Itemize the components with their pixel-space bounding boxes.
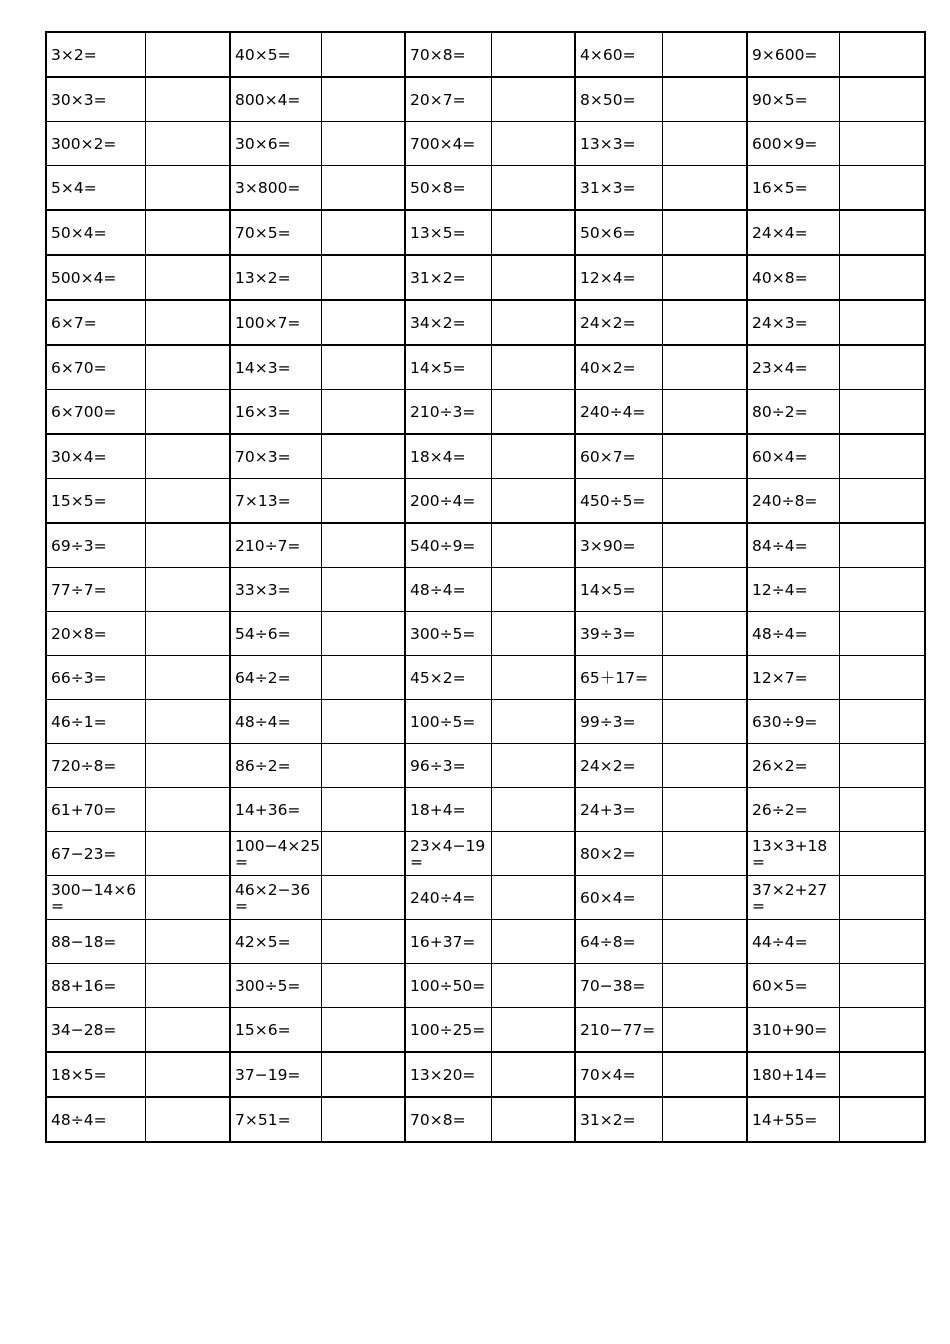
answer-cell[interactable] — [839, 568, 925, 612]
problem-cell: 630÷9= — [747, 700, 839, 744]
problem-cell: 13×3= — [575, 122, 662, 166]
answer-cell[interactable] — [491, 255, 575, 300]
problem-cell: 24×2= — [575, 744, 662, 788]
problem-cell: 16×3= — [230, 390, 321, 435]
problem-cell: 14+55= — [747, 1097, 839, 1142]
answer-cell[interactable] — [662, 166, 747, 211]
answer-cell[interactable] — [662, 1008, 747, 1053]
problem-cell: 70×4= — [575, 1052, 662, 1097]
problem-cell: 64÷2= — [230, 656, 321, 700]
answer-cell[interactable] — [662, 1052, 747, 1097]
problem-cell: 45×2= — [405, 656, 491, 700]
answer-cell[interactable] — [662, 77, 747, 122]
problem-cell: 24×2= — [575, 300, 662, 345]
answer-cell[interactable] — [839, 744, 925, 788]
problem-cell: 50×8= — [405, 166, 491, 211]
answer-cell[interactable] — [839, 1008, 925, 1053]
answer-cell[interactable] — [839, 300, 925, 345]
answer-cell[interactable] — [145, 568, 230, 612]
answer-cell[interactable] — [145, 122, 230, 166]
answer-cell[interactable] — [491, 345, 575, 390]
problem-cell: 100÷25= — [405, 1008, 491, 1053]
worksheet-row — [46, 479, 925, 524]
answer-cell[interactable] — [491, 1052, 575, 1097]
answer-cell[interactable] — [491, 479, 575, 524]
worksheet-row — [46, 255, 925, 300]
answer-cell[interactable] — [491, 434, 575, 479]
problem-cell: 70×5= — [230, 210, 321, 255]
answer-cell[interactable] — [491, 390, 575, 435]
problem-cell: 18×4= — [405, 434, 491, 479]
worksheet-row — [46, 876, 925, 920]
problem-cell: 24+3= — [575, 788, 662, 832]
problem-cell: 39÷3= — [575, 612, 662, 656]
problem-cell: 20×8= — [46, 612, 145, 656]
worksheet-row — [46, 210, 925, 255]
problem-cell: 20×7= — [405, 77, 491, 122]
worksheet-row — [46, 1052, 925, 1097]
answer-cell[interactable] — [839, 876, 925, 920]
answer-cell[interactable] — [839, 656, 925, 700]
problem-cell: 14×5= — [575, 568, 662, 612]
problem-cell: 88−18= — [46, 920, 145, 964]
answer-cell[interactable] — [662, 479, 747, 524]
problem-cell: 80÷2= — [747, 390, 839, 435]
answer-cell[interactable] — [321, 345, 405, 390]
answer-cell[interactable] — [839, 612, 925, 656]
problem-cell: 50×4= — [46, 210, 145, 255]
worksheet-row — [46, 700, 925, 744]
problem-cell: 12÷4= — [747, 568, 839, 612]
problem-cell: 26×2= — [747, 744, 839, 788]
worksheet-row — [46, 832, 925, 876]
problem-cell: 14×5= — [405, 345, 491, 390]
answer-cell[interactable] — [321, 390, 405, 435]
problem-cell: 90×5= — [747, 77, 839, 122]
problem-cell: 70×3= — [230, 434, 321, 479]
problem-cell: 37−19= — [230, 1052, 321, 1097]
problem-cell: 54÷6= — [230, 612, 321, 656]
problem-cell: 88+16= — [46, 964, 145, 1008]
problem-cell: 6×700= — [46, 390, 145, 435]
problem-cell: 34×2= — [405, 300, 491, 345]
answer-cell[interactable] — [321, 1052, 405, 1097]
answer-cell[interactable] — [145, 1008, 230, 1053]
answer-cell[interactable] — [491, 568, 575, 612]
answer-cell[interactable] — [662, 434, 747, 479]
answer-cell[interactable] — [145, 32, 230, 77]
problem-cell: 100−4×25= — [230, 832, 321, 876]
problem-cell: 3×2= — [46, 32, 145, 77]
problem-cell: 15×5= — [46, 479, 145, 524]
answer-cell[interactable] — [662, 876, 747, 920]
problem-cell: 15×6= — [230, 1008, 321, 1053]
problem-cell: 310+90= — [747, 1008, 839, 1053]
worksheet-row — [46, 964, 925, 1008]
answer-cell[interactable] — [662, 300, 747, 345]
problem-cell: 18+4= — [405, 788, 491, 832]
problem-cell: 300×2= — [46, 122, 145, 166]
answer-cell[interactable] — [662, 1097, 747, 1142]
answer-cell[interactable] — [145, 210, 230, 255]
answer-cell[interactable] — [839, 210, 925, 255]
problem-cell: 48÷4= — [230, 700, 321, 744]
answer-cell[interactable] — [145, 744, 230, 788]
problem-cell: 70×8= — [405, 32, 491, 77]
problem-cell: 540÷9= — [405, 523, 491, 568]
problem-cell: 60×4= — [747, 434, 839, 479]
answer-cell[interactable] — [491, 122, 575, 166]
problem-cell: 7×51= — [230, 1097, 321, 1142]
worksheet-row — [46, 1008, 925, 1053]
worksheet-row — [46, 744, 925, 788]
problem-cell: 48÷4= — [405, 568, 491, 612]
problem-cell: 42×5= — [230, 920, 321, 964]
problem-cell: 23×4= — [747, 345, 839, 390]
answer-cell[interactable] — [145, 832, 230, 876]
answer-cell[interactable] — [839, 434, 925, 479]
problem-cell: 210−77= — [575, 1008, 662, 1053]
problem-cell: 100×7= — [230, 300, 321, 345]
answer-cell[interactable] — [321, 964, 405, 1008]
problem-cell: 12×7= — [747, 656, 839, 700]
problem-cell: 240÷4= — [575, 390, 662, 435]
answer-cell[interactable] — [145, 876, 230, 920]
answer-cell[interactable] — [321, 479, 405, 524]
answer-cell[interactable] — [662, 964, 747, 1008]
answer-cell[interactable] — [145, 700, 230, 744]
problem-cell: 240÷4= — [405, 876, 491, 920]
problem-cell: 3×90= — [575, 523, 662, 568]
answer-cell[interactable] — [145, 656, 230, 700]
answer-cell[interactable] — [662, 788, 747, 832]
answer-cell[interactable] — [145, 166, 230, 211]
problem-cell: 31×2= — [405, 255, 491, 300]
answer-cell[interactable] — [491, 788, 575, 832]
answer-cell[interactable] — [491, 77, 575, 122]
answer-cell[interactable] — [662, 568, 747, 612]
answer-cell[interactable] — [145, 1097, 230, 1142]
answer-cell[interactable] — [662, 390, 747, 435]
problem-cell: 700×4= — [405, 122, 491, 166]
answer-cell[interactable] — [321, 700, 405, 744]
answer-cell[interactable] — [662, 32, 747, 77]
problem-cell: 210÷3= — [405, 390, 491, 435]
answer-cell[interactable] — [839, 920, 925, 964]
problem-cell: 9×600= — [747, 32, 839, 77]
problem-cell: 34−28= — [46, 1008, 145, 1053]
answer-cell[interactable] — [491, 32, 575, 77]
answer-cell[interactable] — [145, 523, 230, 568]
worksheet-row — [46, 434, 925, 479]
answer-cell[interactable] — [145, 255, 230, 300]
answer-cell[interactable] — [491, 210, 575, 255]
problem-cell: 8×50= — [575, 77, 662, 122]
problem-cell: 40×5= — [230, 32, 321, 77]
answer-cell[interactable] — [491, 656, 575, 700]
answer-cell[interactable] — [662, 255, 747, 300]
problem-cell: 450÷5= — [575, 479, 662, 524]
problem-cell: 60×7= — [575, 434, 662, 479]
problem-cell: 26÷2= — [747, 788, 839, 832]
answer-cell[interactable] — [321, 77, 405, 122]
worksheet-row — [46, 166, 925, 211]
answer-cell[interactable] — [491, 964, 575, 1008]
problem-cell: 96÷3= — [405, 744, 491, 788]
answer-cell[interactable] — [491, 523, 575, 568]
answer-cell[interactable] — [491, 1097, 575, 1142]
answer-cell[interactable] — [321, 832, 405, 876]
problem-cell: 12×4= — [575, 255, 662, 300]
problem-cell: 300−14×6= — [46, 876, 145, 920]
problem-cell: 31×3= — [575, 166, 662, 211]
problem-cell: 48÷4= — [46, 1097, 145, 1142]
answer-cell[interactable] — [662, 744, 747, 788]
worksheet-body — [46, 32, 925, 1142]
worksheet-row — [46, 523, 925, 568]
problem-cell: 14×3= — [230, 345, 321, 390]
answer-cell[interactable] — [662, 832, 747, 876]
problem-cell: 300÷5= — [405, 612, 491, 656]
answer-cell[interactable] — [839, 166, 925, 211]
arithmetic-worksheet-table — [45, 31, 926, 1143]
problem-cell: 300÷5= — [230, 964, 321, 1008]
problem-cell: 13×5= — [405, 210, 491, 255]
answer-cell[interactable] — [662, 210, 747, 255]
problem-cell: 64÷8= — [575, 920, 662, 964]
answer-cell[interactable] — [321, 434, 405, 479]
problem-cell: 70−38= — [575, 964, 662, 1008]
problem-cell: 3×800= — [230, 166, 321, 211]
problem-cell: 80×2= — [575, 832, 662, 876]
answer-cell[interactable] — [839, 345, 925, 390]
answer-cell[interactable] — [662, 523, 747, 568]
problem-cell: 30×4= — [46, 434, 145, 479]
answer-cell[interactable] — [839, 832, 925, 876]
problem-cell: 99÷3= — [575, 700, 662, 744]
answer-cell[interactable] — [145, 434, 230, 479]
answer-cell[interactable] — [321, 656, 405, 700]
answer-cell[interactable] — [662, 700, 747, 744]
answer-cell[interactable] — [491, 876, 575, 920]
problem-cell: 66÷3= — [46, 656, 145, 700]
answer-cell[interactable] — [491, 700, 575, 744]
problem-cell: 44÷4= — [747, 920, 839, 964]
problem-cell: 24×4= — [747, 210, 839, 255]
answer-cell[interactable] — [839, 1097, 925, 1142]
answer-cell[interactable] — [145, 345, 230, 390]
worksheet-row — [46, 345, 925, 390]
problem-cell: 100÷50= — [405, 964, 491, 1008]
answer-cell[interactable] — [662, 345, 747, 390]
answer-cell[interactable] — [491, 832, 575, 876]
problem-cell: 500×4= — [46, 255, 145, 300]
answer-cell[interactable] — [145, 788, 230, 832]
problem-cell: 180+14= — [747, 1052, 839, 1097]
problem-cell: 60×4= — [575, 876, 662, 920]
worksheet-row — [46, 612, 925, 656]
worksheet-row — [46, 300, 925, 345]
answer-cell[interactable] — [145, 920, 230, 964]
problem-cell: 67−23= — [46, 832, 145, 876]
answer-cell[interactable] — [145, 77, 230, 122]
problem-cell: 40×2= — [575, 345, 662, 390]
problem-cell: 50×6= — [575, 210, 662, 255]
answer-cell[interactable] — [491, 612, 575, 656]
answer-cell[interactable] — [321, 523, 405, 568]
answer-cell[interactable] — [321, 255, 405, 300]
answer-cell[interactable] — [839, 255, 925, 300]
answer-cell[interactable] — [491, 300, 575, 345]
answer-cell[interactable] — [321, 122, 405, 166]
problem-cell: 31×2= — [575, 1097, 662, 1142]
problem-cell: 23×4−19= — [405, 832, 491, 876]
problem-cell: 61+70= — [46, 788, 145, 832]
answer-cell[interactable] — [321, 788, 405, 832]
worksheet-row — [46, 920, 925, 964]
answer-cell[interactable] — [321, 1008, 405, 1053]
answer-cell[interactable] — [491, 920, 575, 964]
problem-cell: 720÷8= — [46, 744, 145, 788]
answer-cell[interactable] — [321, 1097, 405, 1142]
problem-cell: 200÷4= — [405, 479, 491, 524]
problem-cell: 13×2= — [230, 255, 321, 300]
answer-cell[interactable] — [145, 479, 230, 524]
answer-cell[interactable] — [839, 122, 925, 166]
answer-cell[interactable] — [321, 920, 405, 964]
problem-cell: 100÷5= — [405, 700, 491, 744]
answer-cell[interactable] — [839, 964, 925, 1008]
answer-cell[interactable] — [662, 920, 747, 964]
answer-cell[interactable] — [321, 744, 405, 788]
worksheet-row — [46, 656, 925, 700]
answer-cell[interactable] — [839, 523, 925, 568]
answer-cell[interactable] — [662, 656, 747, 700]
problem-cell: 46×2−36= — [230, 876, 321, 920]
worksheet-row — [46, 1097, 925, 1142]
problem-cell: 77÷7= — [46, 568, 145, 612]
problem-cell: 16×5= — [747, 166, 839, 211]
worksheet-row — [46, 788, 925, 832]
problem-cell: 46÷1= — [46, 700, 145, 744]
problem-cell: 7×13= — [230, 479, 321, 524]
problem-cell: 16+37= — [405, 920, 491, 964]
answer-cell[interactable] — [145, 300, 230, 345]
problem-cell: 6×7= — [46, 300, 145, 345]
answer-cell[interactable] — [321, 300, 405, 345]
answer-cell[interactable] — [839, 77, 925, 122]
answer-cell[interactable] — [321, 612, 405, 656]
problem-cell: 33×3= — [230, 568, 321, 612]
problem-cell: 14+36= — [230, 788, 321, 832]
problem-cell: 240÷8= — [747, 479, 839, 524]
problem-cell: 6×70= — [46, 345, 145, 390]
worksheet-row — [46, 32, 925, 77]
problem-cell: 48÷4= — [747, 612, 839, 656]
answer-cell[interactable] — [321, 166, 405, 211]
problem-cell: 30×3= — [46, 77, 145, 122]
problem-cell: 69÷3= — [46, 523, 145, 568]
answer-cell[interactable] — [839, 479, 925, 524]
problem-cell: 210÷7= — [230, 523, 321, 568]
problem-cell: 13×20= — [405, 1052, 491, 1097]
problem-cell: 800×4= — [230, 77, 321, 122]
worksheet-row — [46, 390, 925, 435]
answer-cell[interactable] — [839, 32, 925, 77]
worksheet-row — [46, 122, 925, 166]
answer-cell[interactable] — [321, 210, 405, 255]
problem-cell: 86÷2= — [230, 744, 321, 788]
answer-cell[interactable] — [839, 1052, 925, 1097]
problem-cell: 40×8= — [747, 255, 839, 300]
problem-cell: 24×3= — [747, 300, 839, 345]
problem-cell: 60×5= — [747, 964, 839, 1008]
answer-cell[interactable] — [662, 612, 747, 656]
problem-cell: 13×3+18= — [747, 832, 839, 876]
problem-cell: 18×5= — [46, 1052, 145, 1097]
answer-cell[interactable] — [839, 700, 925, 744]
worksheet-row — [46, 77, 925, 122]
answer-cell[interactable] — [839, 390, 925, 435]
problem-cell: 5×4= — [46, 166, 145, 211]
answer-cell[interactable] — [491, 166, 575, 211]
problem-cell: 65＋17= — [575, 656, 662, 700]
problem-cell: 600×9= — [747, 122, 839, 166]
problem-cell: 37×2+27= — [747, 876, 839, 920]
problem-cell: 84÷4= — [747, 523, 839, 568]
answer-cell[interactable] — [839, 788, 925, 832]
answer-cell[interactable] — [321, 32, 405, 77]
worksheet-row — [46, 568, 925, 612]
answer-cell[interactable] — [662, 122, 747, 166]
problem-cell: 4×60= — [575, 32, 662, 77]
answer-cell[interactable] — [321, 568, 405, 612]
answer-cell[interactable] — [491, 744, 575, 788]
answer-cell[interactable] — [491, 1008, 575, 1053]
answer-cell[interactable] — [321, 876, 405, 920]
answer-cell[interactable] — [145, 964, 230, 1008]
answer-cell[interactable] — [145, 612, 230, 656]
answer-cell[interactable] — [145, 390, 230, 435]
problem-cell: 30×6= — [230, 122, 321, 166]
answer-cell[interactable] — [145, 1052, 230, 1097]
problem-cell: 70×8= — [405, 1097, 491, 1142]
